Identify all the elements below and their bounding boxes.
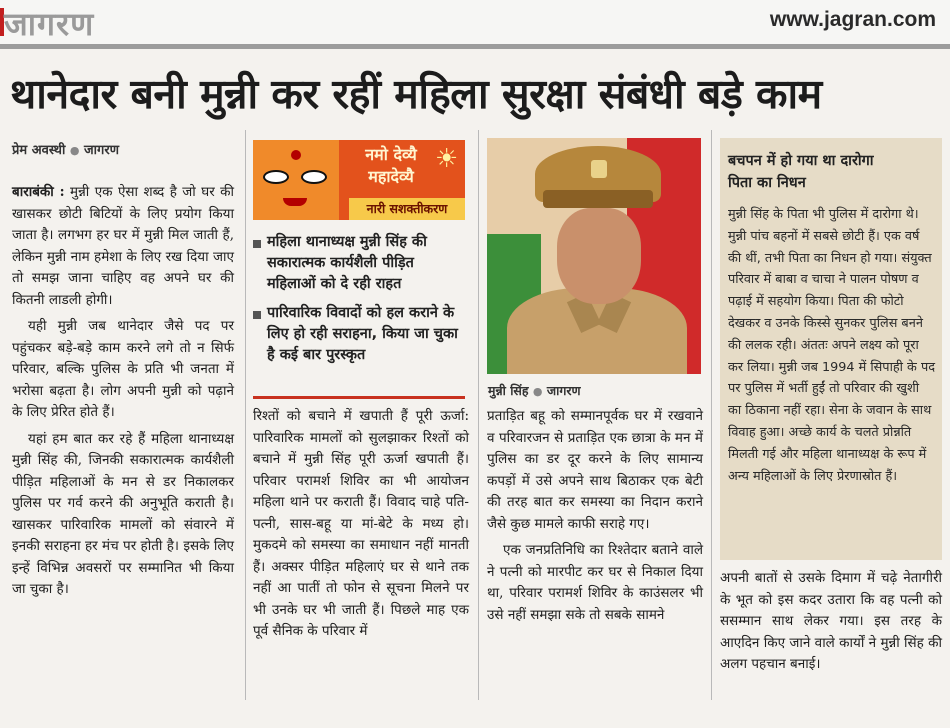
paragraph: प्रताड़ित बहू को सम्मानपूर्वक घर में रखवाने व परिवारजन से प्रताड़ित एक छात्रा के मन में पुलिस का डर दूर करने के लिए सामान्य कपड़ों में उसे अपने साथ बिठाकर एक बेटी की तरह बात कर समस्या का निदान कराने जैसे कुछ मामले काफी सराहे गए। [487, 408, 703, 532]
sidebar-heading: बचपन में हो गया था दारोगा पिता का निधन [728, 153, 874, 191]
paragraph: बाराबंकी : मुन्नी एक ऐसा शब्द है जो घर की खासकर छोटी बिटियों के लिए प्रयोग किया जाता है। लगभग हर घर में मुन्नी मिल जाती हैं, लेकिन मुन्नी नाम हमेशा के लिए रख दिया जाए तो समझ जाना चाहिए वह अपने घर की कितनी लाडली होगी। [12, 184, 234, 308]
bullet-icon [253, 311, 261, 319]
paragraph: एक जनप्रतिनिधि का रिश्तेदार बताने वाले ने पत्नी को मारपीट कर घर से निकाल दिया था, परिवार परामर्श शिविर के काउंसलर भी उसे नहीं समझा सके तो सबके सामने [487, 542, 703, 623]
sun-icon: ☀ [435, 144, 459, 174]
jagran-logo: जागरण [4, 5, 95, 43]
sidebar-box [720, 138, 942, 560]
masthead-rule [0, 44, 950, 49]
article-column-4 [720, 568, 942, 681]
section-rule [253, 396, 465, 399]
munni-singh-photo [487, 138, 701, 374]
highlights [253, 232, 465, 374]
photo-caption: मुन्नी सिंह ● जागरण [488, 383, 581, 398]
column-divider [478, 130, 479, 700]
article-column-1 [12, 182, 234, 606]
police-badge-icon [591, 160, 607, 178]
paragraph: यहां हम बात कर रहे हैं महिला थानाध्यक्ष मुन्नी सिंह की, जिनकी सकारात्मक कार्यशैली पीड़ित महिलाओं के मन से डर निकालकर पुलिस पर गर्व करने की अनुभूति कराती है। खासकर पारिवारिक मामलों को संवारने में इनकी सराहना हर मंच पर होती है। इसके लिए इन्हें विभिन्न अवसरों पर सम्मानित भी किया जा चुका है। [12, 430, 234, 597]
goddess-face-icon [253, 140, 339, 220]
byline [12, 140, 119, 158]
byline-author: प्रेम अवस्थी [12, 143, 66, 158]
paragraph: यही मुन्नी जब थानेदार जैसे पद पर पहुंचकर बड़े-बड़े काम करने लगे तो न सिर्फ परिवार, बल्कि पुलिस के प्रति भी जनता में भरोसा बढ़ता है। लोग अपनी मुन्नी को पढ़ाने के लिए प्रेरित होते हैं। [12, 318, 234, 420]
nari-sashaktikaran-banner [253, 140, 465, 220]
column-divider [245, 130, 246, 700]
bullet-icon [253, 240, 261, 248]
banner-title: नमो देव्यै महादेव्यै [365, 145, 417, 186]
headline: थानेदार बनी मुन्नी कर रहीं महिला सुरक्षा संबंधी बड़े काम [10, 70, 822, 118]
banner-subtitle: नारी सशक्तीकरण [349, 198, 465, 220]
bullet-icon: ● [532, 385, 543, 398]
column-divider [711, 130, 712, 700]
dateline: बाराबंकी : [12, 184, 65, 200]
paragraph: अपनी बातों से उसके दिमाग में चढ़े नेतागीरी के भूत को इस कदर उतारा कि वह पत्नी को ससम्मान साथ लेकर गया। इस तरह के आएदिन किए जाने वाले कार्यों ने मुन्नी सिंह की अलग पहचान बनाई। [720, 570, 942, 672]
site-url[interactable]: www.jagran.com [769, 8, 936, 31]
byline-source: जागरण [84, 143, 120, 158]
sidebar-body: मुन्नी सिंह के पिता भी पुलिस में दारोगा थे। मुन्नी पांच बहनों में सबसे छोटी हैं। एक वर्ष की थीं, तभी पिता का निधन हो गया। संयुक्त परिवार में बाबा व चाचा ने पालन पोषण व पढ़ाई में सहयोग किया। पिता की फोटो देखकर व उनके किस्से सुनकर पुलिस बनने की ललक रही। अंततः अपने लक्ष्य को पूरा कर लिया। मुन्नी जब 1994 में सिपाही के पद पर पुलिस में भर्ती हुईं तो परिवार की खुशी का ठिकाना नहीं रहा। सेना के जवान के साथ विवाह हुआ। अच्छे कार्य के चलते प्रोन्नति मिलती गई और महिला थानाध्यक्ष के रूप में अन्य महिलाओं के लिए प्रेरणास्रोत हैं। [728, 207, 936, 484]
article-column-2 [253, 406, 469, 648]
highlight-item: पारिवारिक विवादों को हल कराने के लिए हो रही सराहना, किया जा चुका है कई बार पुरस्कृत [253, 303, 465, 366]
paragraph: रिश्तों को बचाने में खपाती हैं पूरी ऊर्जा: पारिवारिक मामलों को सुलझाकर रिश्तों को बचाने में मुन्नी सिंह पूरी ऊर्जा खपाती हैं। परिवार परामर्श शिविर का भी आयोजन महिला थाने पर कराती हैं। विवाद चाहे पति-पत्नी, सास-बहू या मां-बेटे के मध्य हो। मुकदमे को समस्या का समाधान नहीं मानती हैं। अक्सर पीड़ित महिलाएं घर से थाने तक नहीं आ पातीं तो फोन से सूचना मिलने पर भी उनके घर भी जाती हैं। पिछले माह एक पूर्व सैनिक के परिवार में [253, 408, 469, 639]
masthead [0, 0, 950, 44]
highlight-item: महिला थानाध्यक्ष मुन्नी सिंह की सकारात्मक कार्यशैली पीड़ित महिलाओं को दे रही राहत [253, 232, 465, 295]
article-column-3 [487, 406, 703, 631]
bullet-icon: ● [69, 144, 80, 157]
